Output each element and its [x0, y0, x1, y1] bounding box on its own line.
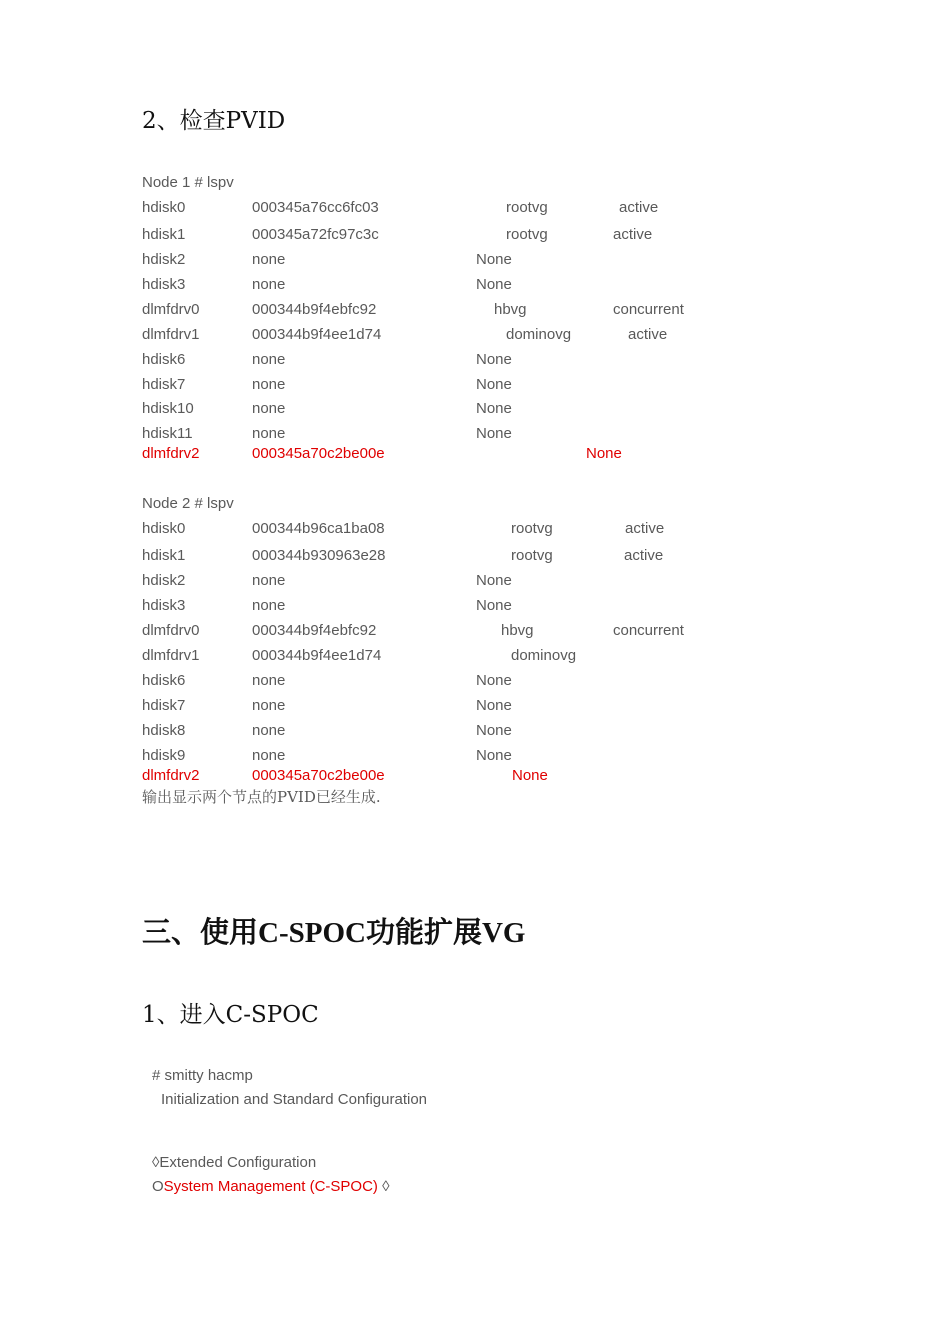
node1-row5-disk: dlmfdrv1	[142, 326, 200, 343]
node1-row6-disk: hdisk6	[142, 351, 186, 368]
node2-row3-disk: hdisk3	[142, 597, 186, 614]
node2-row6-disk: hdisk6	[142, 672, 186, 689]
node1-row1-vg: rootvg	[506, 226, 548, 243]
node2-row4-state: concurrent	[613, 622, 684, 639]
node1-row3-disk: hdisk3	[142, 276, 186, 293]
node2-row8-vg: None	[476, 722, 512, 739]
node1-row3-vg: None	[476, 276, 512, 293]
node1-row7-vg: None	[476, 376, 512, 393]
node2-row4-vg: hbvg	[501, 622, 534, 639]
node2-row1-state: active	[624, 547, 664, 564]
node2-row10-pvid: 000345a70c2be00e	[252, 767, 385, 784]
node1-row4-state: concurrent	[613, 301, 684, 318]
node1-row7-disk: hdisk7	[142, 376, 186, 393]
node2-row7-vg: None	[476, 697, 512, 714]
node2-row2-disk: hdisk2	[142, 572, 186, 589]
node2-row0-pvid: 000344b96ca1ba08	[252, 520, 385, 537]
pvid-note: 输出显示两个节点的PVID已经生成.	[142, 788, 381, 806]
node2-row5-vg: dominovg	[511, 647, 577, 664]
node2-row8-disk: hdisk8	[142, 722, 186, 739]
menu-path-cspoc-prefix: O	[152, 1178, 164, 1195]
node2-row1-disk: hdisk1	[142, 547, 186, 564]
node1-row5-state: active	[628, 326, 668, 343]
node2-row0-vg: rootvg	[511, 520, 553, 537]
node1-row10-disk: dlmfdrv2	[142, 445, 200, 462]
node2-row7-pvid: none	[252, 697, 286, 714]
node2-row0-disk: hdisk0	[142, 520, 186, 537]
command-line: # smitty hacmp	[152, 1067, 253, 1084]
menu-path-extended: ◊Extended Configuration	[152, 1154, 317, 1171]
node2-row1-vg: rootvg	[511, 547, 553, 564]
node2-row0-state: active	[625, 520, 665, 537]
node1-row4-pvid: 000344b9f4ebfc92	[252, 301, 377, 318]
node1-row6-pvid: none	[252, 351, 286, 368]
node1-row1-state: active	[613, 226, 653, 243]
node1-row2-pvid: none	[252, 251, 286, 268]
node2-row9-disk: hdisk9	[142, 747, 186, 764]
node1-row7-pvid: none	[252, 376, 286, 393]
node1-row1-disk: hdisk1	[142, 226, 186, 243]
section-heading-check-pvid: 2、检查PVID	[142, 108, 286, 134]
node1-row2-vg: None	[476, 251, 512, 268]
node2-row5-disk: dlmfdrv1	[142, 647, 200, 664]
node2-row2-vg: None	[476, 572, 512, 589]
node1-row0-state: active	[619, 199, 659, 216]
node2-row4-disk: dlmfdrv0	[142, 622, 200, 639]
sub-heading-enter-cspoc: 1、进入C-SPOC	[142, 1002, 319, 1028]
node2-row6-pvid: none	[252, 672, 286, 689]
node1-row4-vg: hbvg	[494, 301, 527, 318]
menu-path-cspoc-suffix: ◊	[377, 1178, 390, 1195]
node2-row1-pvid: 000344b930963e28	[252, 547, 386, 564]
node2-row7-disk: hdisk7	[142, 697, 186, 714]
node1-row9-pvid: none	[252, 425, 286, 442]
node2-row9-pvid: none	[252, 747, 286, 764]
section-heading-cspoc-extend-vg: 三、使用C-SPOC功能扩展VG	[142, 917, 526, 949]
node2-row2-pvid: none	[252, 572, 286, 589]
node1-row8-pvid: none	[252, 400, 286, 417]
node2-row10-vg: None	[512, 767, 548, 784]
node1-row10-pvid: 000345a70c2be00e	[252, 445, 385, 462]
node1-row9-vg: None	[476, 425, 512, 442]
node1-row1-pvid: 000345a72fc97c3c	[252, 226, 379, 243]
menu-path-cspoc	[152, 1178, 390, 1195]
node2-row6-vg: None	[476, 672, 512, 689]
node2-header: Node 2 # lspv	[142, 495, 234, 512]
node1-row0-disk: hdisk0	[142, 199, 186, 216]
node2-row10-disk: dlmfdrv2	[142, 767, 200, 784]
node1-row4-disk: dlmfdrv0	[142, 301, 200, 318]
node1-row8-vg: None	[476, 400, 512, 417]
node1-header: Node 1 # lspv	[142, 174, 234, 191]
menu-path-cspoc-label: System Management (C-SPOC)	[163, 1178, 378, 1195]
node2-row3-pvid: none	[252, 597, 286, 614]
node1-row0-pvid: 000345a76cc6fc03	[252, 199, 379, 216]
node2-row9-vg: None	[476, 747, 512, 764]
menu-path-initialization: Initialization and Standard Configuration	[161, 1091, 428, 1108]
node1-row10-vg: None	[586, 445, 622, 462]
node2-row4-pvid: 000344b9f4ebfc92	[252, 622, 377, 639]
node2-row5-pvid: 000344b9f4ee1d74	[252, 647, 382, 664]
node1-row5-pvid: 000344b9f4ee1d74	[252, 326, 382, 343]
node1-row9-disk: hdisk11	[142, 425, 193, 442]
node1-row8-disk: hdisk10	[142, 400, 194, 417]
node1-row2-disk: hdisk2	[142, 251, 186, 268]
node1-row3-pvid: none	[252, 276, 286, 293]
node2-row3-vg: None	[476, 597, 512, 614]
node2-row8-pvid: none	[252, 722, 286, 739]
node1-row6-vg: None	[476, 351, 512, 368]
node1-row5-vg: dominovg	[506, 326, 572, 343]
node1-row0-vg: rootvg	[506, 199, 548, 216]
